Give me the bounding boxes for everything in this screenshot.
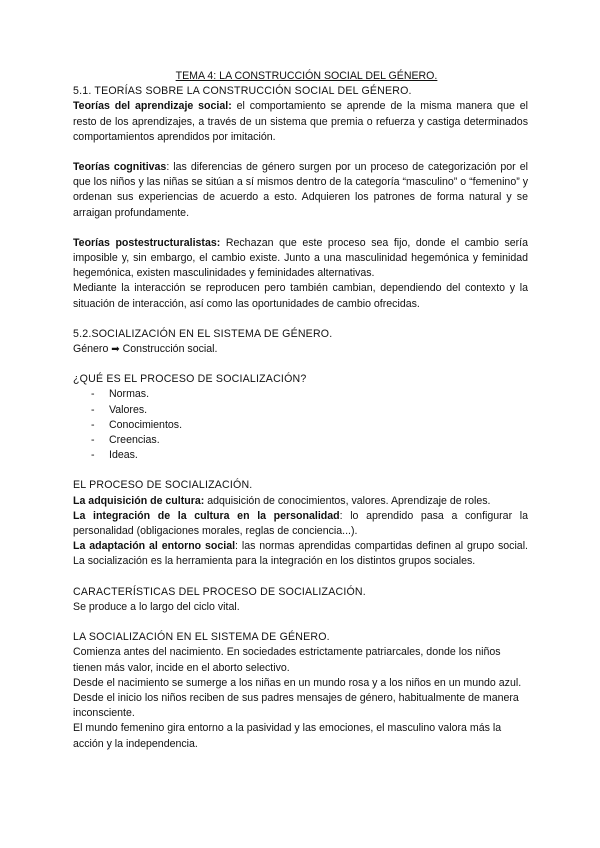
paragraph-adaptacion-entorno: [73, 539, 528, 569]
section-5-2-heading: 5.2.SOCIALIZACIÓN EN EL SISTEMA DE GÉNERO.: [73, 327, 333, 340]
text-teorias-cognitivas: : las diferencias de género surgen por un proceso de categorización por el que los niños y las niñas se sitúan a sí mismos dentro de la categoría “masculino” o “femenino” y ordenan sus experiencias de acuerdo a esto. Adquieren los patrones de forma natural y se arraigan profundamente.: [73, 161, 528, 219]
paragraph-integracion-cultura: [73, 509, 528, 539]
proceso-question: ¿QUÉ ES EL PROCESO DE SOCIALIZACIÓN?: [73, 373, 307, 386]
genero-label: Género: [73, 343, 109, 356]
list-item: - Valores.: [91, 403, 528, 418]
list-item: - Ideas.: [91, 448, 528, 463]
term-adaptacion-entorno: La adaptación al entorno social: [73, 540, 236, 553]
construccion-social-label: Construcción social.: [122, 343, 218, 356]
list-item: - Normas.: [91, 387, 528, 402]
paragraph-interaccion: Mediante la interacción se reproducen pero también cambian, dependiendo del contexto y la situación de interacción, así como las oportunidades de cambio ofrecidas.: [73, 282, 528, 310]
text-postestructuralistas: Rechazan que este proceso sea fijo, donde el cambio sería imposible y, sin embargo, el cambio existe. Junto a una masculinidad hegemónica y feminidad hegemónica, existen masculinidades y feminidades alternativas.: [73, 236, 528, 280]
text-integracion-cultura: : lo aprendido pasa a configurar la personalidad (obligaciones morales, reglas de conciencia...).: [73, 509, 528, 538]
genero-line: [73, 342, 528, 357]
list-item: - Creencias.: [91, 433, 528, 448]
text-aprendizaje-social: el comportamiento se aprende de la misma manera que el resto de los aprendizajes, a través de un sistema que premia o refuerza y castiga determinados comportamientos aprendidos por imitación.: [73, 100, 528, 143]
paragraph-antes-nacimiento: Comienza antes del nacimiento. En sociedades estrictamente patriarcales, donde los niños tienen más valor, incide en el aborto selectivo.: [73, 646, 501, 674]
list-item: - Conocimientos.: [91, 418, 528, 433]
caracteristicas-text: Se produce a lo largo del ciclo vital.: [73, 600, 240, 613]
paragraph-teorias-cognitivas: [73, 160, 528, 221]
section-5-1-heading: 5.1. TEORÍAS SOBRE LA CONSTRUCCIÓN SOCIAL DEL GÉNERO.: [73, 85, 412, 98]
document-page: [73, 69, 528, 752]
term-postestructuralistas: Teorías postestructuralistas:: [73, 236, 221, 249]
term-aprendizaje-social: Teorías del aprendizaje social:: [73, 100, 232, 113]
term-teorias-cognitivas: Teorías cognitivas: [73, 161, 167, 174]
document-title: TEMA 4: LA CONSTRUCCIÓN SOCIAL DEL GÉNERO.: [175, 70, 438, 82]
right-arrow-icon: ➡: [111, 344, 120, 356]
term-adquisicion-cultura: La adquisición de cultura:: [73, 494, 205, 507]
paragraph-mundo-femenino: El mundo femenino gira entorno a la pasividad y las emociones, el masculino valora más la acción y la independencia.: [73, 722, 502, 750]
proceso-list: [73, 387, 528, 463]
el-proceso-heading: EL PROCESO DE SOCIALIZACIÓN.: [73, 479, 253, 492]
caracteristicas-heading: CARACTERÍSTICAS DEL PROCESO DE SOCIALIZACIÓN.: [73, 585, 366, 598]
text-adquisicion-cultura: adquisición de conocimientos, valores. Aprendizaje de roles.: [204, 494, 491, 507]
text-adaptacion-entorno: : las normas aprendidas compartidas definen al grupo social. La socialización es la herramienta para la integración en los distintos grupos sociales.: [73, 540, 528, 568]
paragraph-adquisicion-cultura: [73, 494, 528, 509]
term-integracion-cultura: La integración de la cultura en la personalidad: [73, 509, 340, 522]
paragraph-desde-nacimiento: Desde el nacimiento se sumerge a los niñas en un mundo rosa y a los niños en un mundo azul. Desde el inicio los niños reciben de sus padres mensajes de género, habitualmente de manera inconsciente.: [73, 676, 522, 720]
paragraph-aprendizaje-social: [73, 99, 528, 145]
paragraph-postestructuralistas: [73, 236, 528, 282]
sistema-genero-heading: LA SOCIALIZACIÓN EN EL SISTEMA DE GÉNERO.: [73, 631, 330, 644]
